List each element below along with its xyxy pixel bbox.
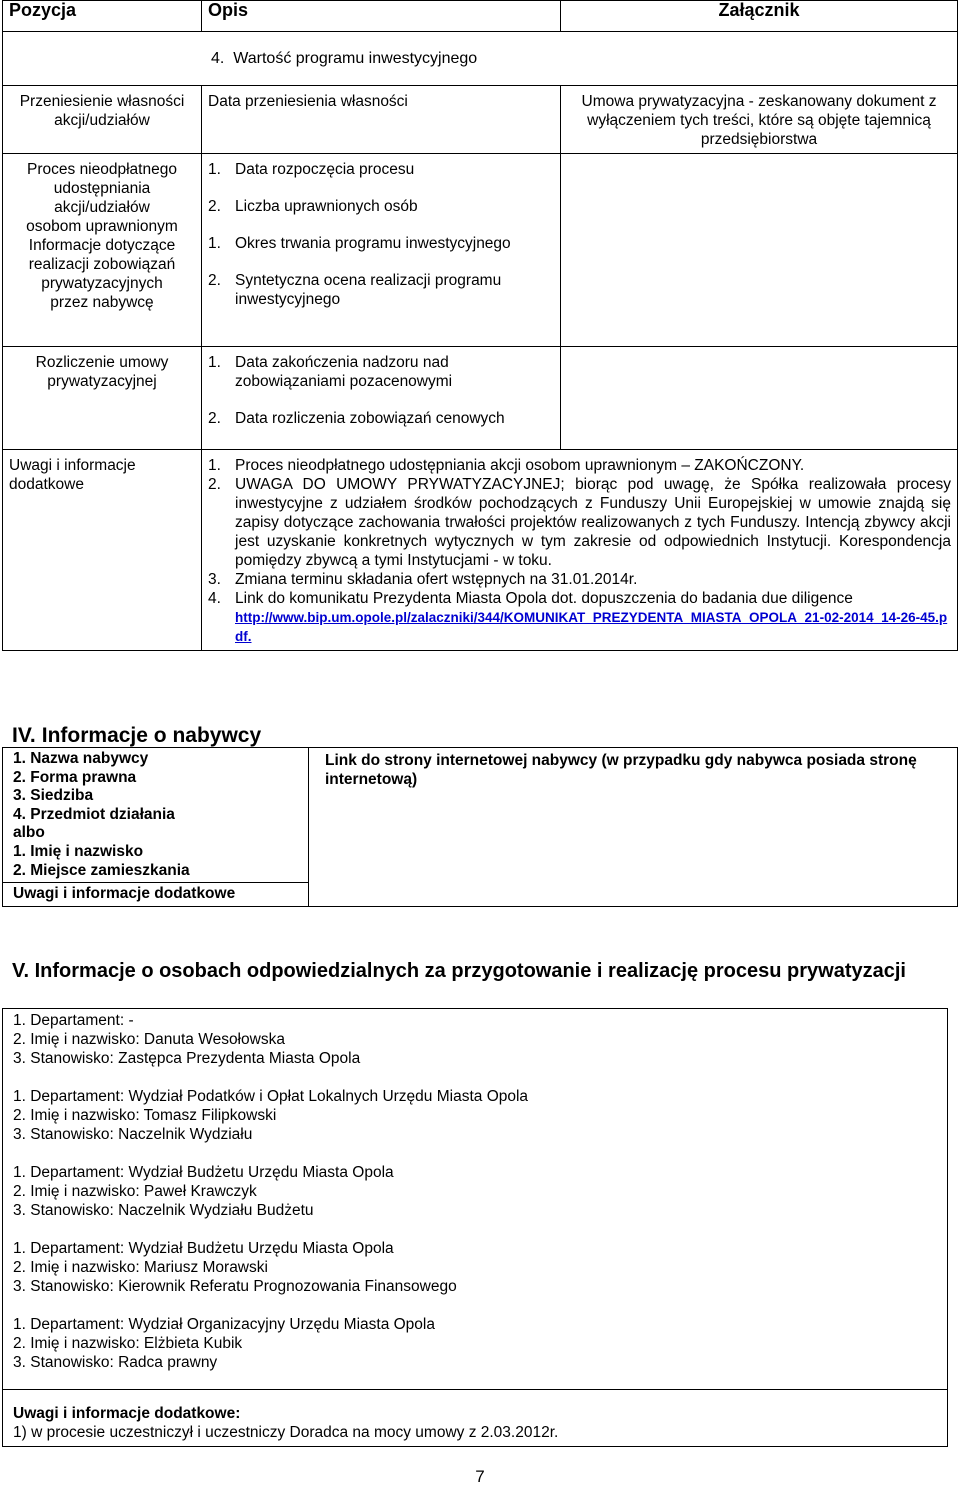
header-pozycja: Pozycja [3,1,202,32]
row-attachment [561,154,958,347]
list-item: 1. Imię i nazwisko [13,842,144,860]
person-line: 1. Departament: - [13,1012,134,1029]
label-line: Informacje dotyczące [28,237,176,254]
list-item: 2. Forma prawna [13,768,137,786]
table-row [3,450,958,651]
person-line: 3. Stanowisko: Naczelnik Wydziału Budżetu [13,1202,314,1219]
list-item: 1. Nazwa nabywcy [13,750,149,767]
nabywca-fields [3,748,309,883]
header-opis: Opis [202,1,561,32]
person-line: 3. Stanowisko: Kierownik Referatu Prognozowania Finansowego [13,1278,457,1295]
person-block [3,1009,948,1390]
person-line: 1. Departament: Wydział Budżetu Urzędu Miasta Opola [13,1240,394,1257]
table-row [3,86,958,154]
person-line: 3. Stanowisko: Zastępca Prezydenta Miasta Opola [13,1050,361,1067]
header-zalacznik: Załącznik [561,1,958,32]
list-item: 4. Link do komunikatu Prezydenta Miasta Opola dot. dopuszczenia do badania due diligence http://www.bip.um.opole.pl/zalaczniki/344/KOMUNIKAT_PREZYDENTA_MIASTA_OPOLA_21-02-2014_14-26-45.pdf. [208,590,948,644]
osoby-table [2,1008,948,1447]
row-label [3,154,202,347]
section-4-title: 4. Wartość programu inwestycyjnego [3,32,958,86]
uwagi-item: 1) w procesie uczestniczył i uczestniczy Doradca na mocy umowy z 2.03.2012r. [13,1424,559,1441]
row-label: Uwagi i informacje dodatkowe [3,450,202,651]
uwagi-content [202,450,958,651]
list-item: 2. Syntetyczna ocena realizacji programu inwestycyjnego [208,272,502,308]
list-item: 3. Siedziba [13,787,94,805]
person-line: 1. Departament: Wydział Organizacyjny Urzędu Miasta Opola [13,1316,435,1333]
nabywca-table [2,747,958,907]
list-item: 2. Miejsce zamieszkania [13,861,190,879]
section-4-row [3,32,958,86]
section-iv-title: IV. Informacje o nabywcy [12,724,262,747]
section-v-title: V. Informacje o osobach odpowiedzialnych za przygotowanie i realizację procesu prywatyzacji [12,960,906,982]
list-item: 1. Proces nieodpłatnego udostępniania akcji osobom uprawnionym – ZAKOŃCZONY. [208,457,805,474]
table-row [3,347,958,450]
list-item: 2. Liczba uprawnionych osób [208,198,418,215]
row-attachment: Umowa prywatyzacyjna - zeskanowany dokument z wyłączeniem tych treści, które są objęte tajemnicą przedsiębiorstwa [561,86,958,154]
list-item: 1. Data rozpoczęcia procesu [208,161,415,178]
row-desc [202,154,561,347]
nabywca-uwagi: Uwagi i informacje dodatkowe [3,883,309,907]
row-label: Rozliczenie umowy prywatyzacyjnej [3,347,202,450]
label-line: osobom uprawnionym [26,218,178,235]
komunikat-link[interactable]: http://www.bip.um.opole.pl/zalaczniki/344/KOMUNIKAT_PREZYDENTA_MIASTA_OPOLA_21-02-2014_14-26-45.pdf. [235,610,948,644]
list-item: 2. Data rozliczenia zobowiązań cenowych [208,410,505,427]
list-item: albo [13,824,45,842]
table-header [3,1,958,32]
label-line: akcji/udziałów [54,199,150,216]
list-item: 3. Zmiana terminu składania ofert wstępnych na 31.01.2014r. [208,571,638,588]
list-item: 2. UWAGA DO UMOWY PRYWATYZACYJNEJ; biorąc pod uwagę, że Spółka realizowała procesy inwestycyjne z udziałem środków pochodzących z Funduszy Unii Europejskiej w umowie znajdą się zapisy dotyczące zachowania trwałości projektów realizowanych z tych Funduszy. Intencją zbywcy akcji jest uzyskanie konkretnych wytycznych w tym zakresie od odpowiednich Instytucji. Korespondencja pomiędzy zbywcą a tymi Instytucjami - w toku. [208,476,951,569]
person-line: 3. Stanowisko: Naczelnik Wydziału [13,1126,253,1143]
list-item: 1. Data zakończenia nadzoru nad zobowiązaniami pozacenowymi [208,354,453,390]
nabywca-link-label: Link do strony internetowej nabywcy (w przypadku gdy nabywca posiada stronę internetową) [309,748,958,907]
list-item: 1. Okres trwania programu inwestycyjnego [208,235,511,252]
person-line: 1. Departament: Wydział Podatków i Opłat Lokalnych Urzędu Miasta Opola [13,1088,529,1105]
person-line: 2. Imię i nazwisko: Elżbieta Kubik [13,1335,243,1352]
program-table [2,0,958,651]
uwagi-title: Uwagi i informacje dodatkowe: [13,1405,241,1422]
label-line: przez nabywcę [50,294,154,311]
label-line: Proces nieodpłatnego [27,161,177,178]
label-line: udostępniania [53,180,151,197]
table-row [3,1390,948,1447]
person-line: 2. Imię i nazwisko: Mariusz Morawski [13,1259,268,1276]
person-line: 2. Imię i nazwisko: Paweł Krawczyk [13,1183,257,1200]
person-line: 1. Departament: Wydział Budżetu Urzędu Miasta Opola [13,1164,394,1181]
table-row [3,1009,948,1390]
row-desc [202,347,561,450]
row-attachment [561,347,958,450]
label-line: realizacji zobowiązań [28,256,176,273]
row-label: Przeniesienie własności akcji/udziałów [3,86,202,154]
table-row [3,748,958,883]
page-number: 7 [475,1467,485,1486]
list-item: 4. Przedmiot działania [13,805,175,823]
person-line: 2. Imię i nazwisko: Danuta Wesołowska [13,1031,285,1048]
row-desc: Data przeniesienia własności [202,86,561,154]
person-line: 3. Stanowisko: Radca prawny [13,1354,218,1371]
table-row [3,154,958,347]
person-line: 2. Imię i nazwisko: Tomasz Filipkowski [13,1107,277,1124]
label-line: prywatyzacyjnych [41,275,163,292]
osoby-uwagi [3,1390,948,1447]
